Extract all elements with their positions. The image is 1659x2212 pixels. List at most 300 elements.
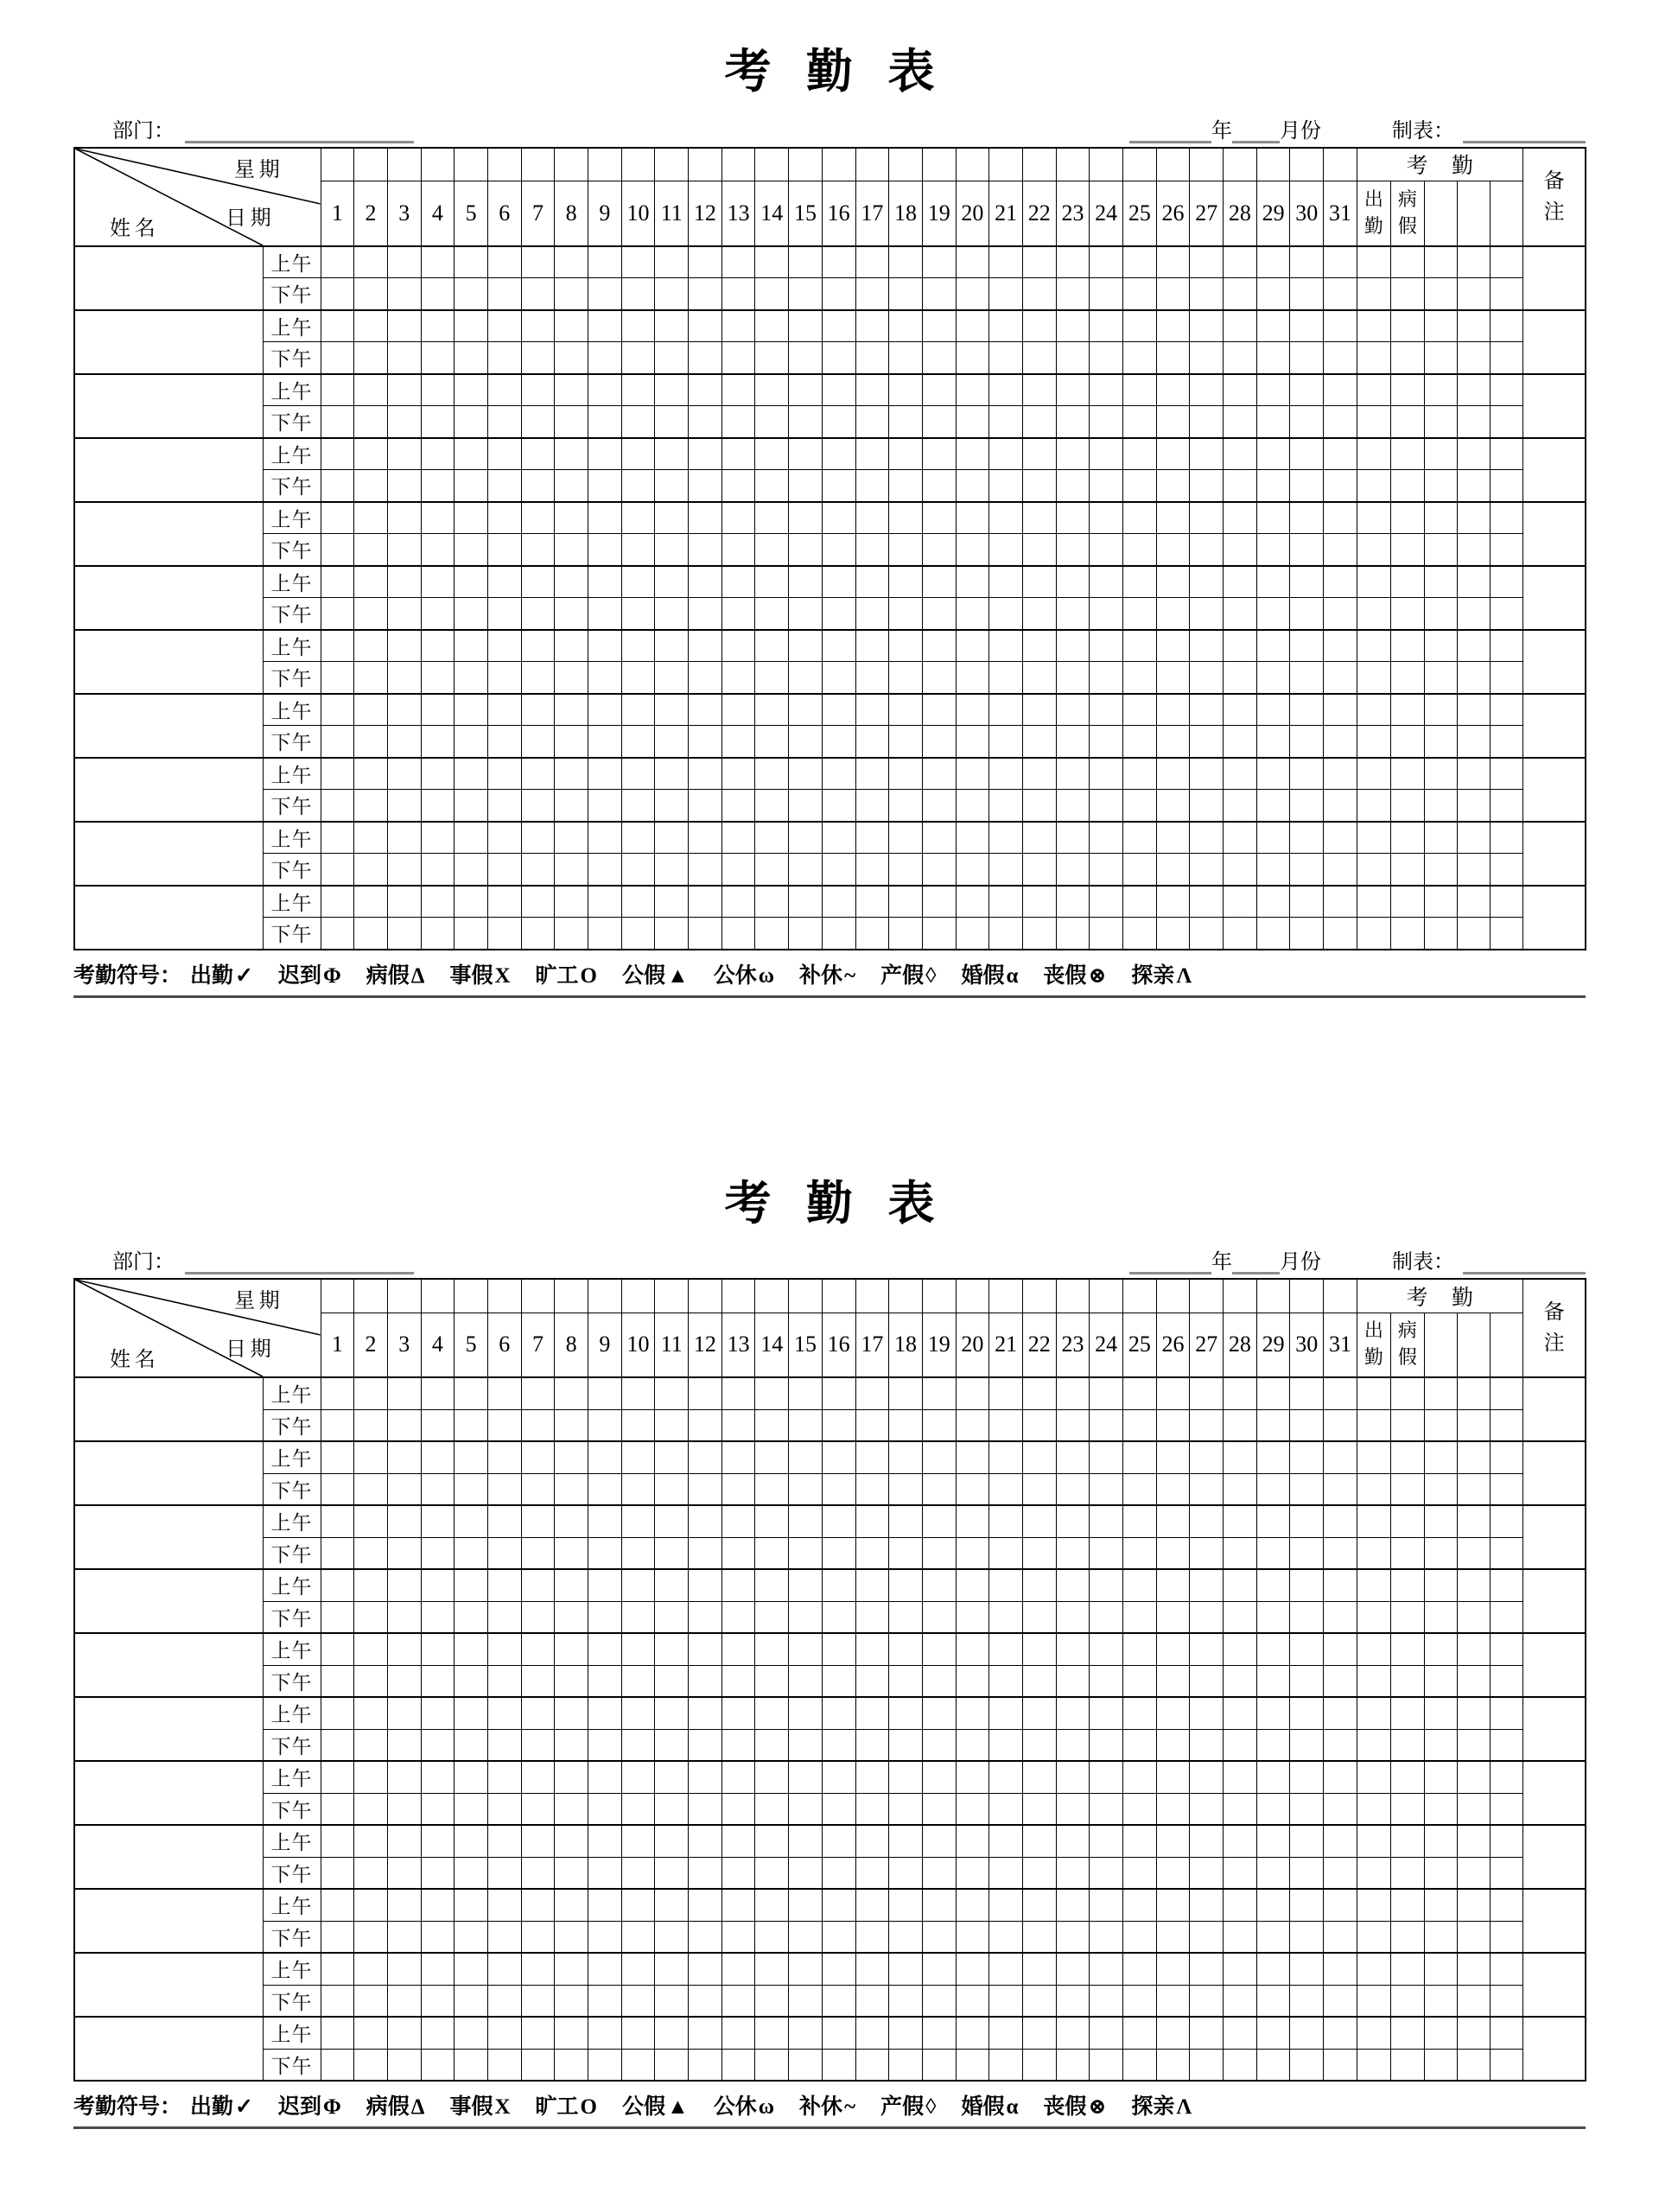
week-day-cell[interactable] [621,1279,655,1313]
attendance-mark-cell[interactable] [956,1537,989,1569]
attendance-mark-cell[interactable] [1190,1601,1224,1633]
attendance-mark-cell[interactable] [1224,1825,1257,1857]
attendance-mark-cell[interactable] [1256,886,1290,918]
attendance-mark-cell[interactable] [521,1569,555,1601]
employee-name-cell[interactable] [74,758,263,822]
attendance-mark-cell[interactable] [1056,1537,1090,1569]
attendance-mark-cell[interactable] [555,1825,588,1857]
attendance-mark-cell[interactable] [387,1377,421,1409]
attendance-mark-cell[interactable] [1123,1793,1157,1825]
attendance-mark-cell[interactable] [588,1473,622,1505]
attendance-mark-cell[interactable] [588,1409,622,1441]
attendance-mark-cell[interactable] [1324,310,1357,342]
attendance-mark-cell[interactable] [721,1953,755,1985]
attendance-mark-cell[interactable] [956,630,989,662]
attendance-mark-cell[interactable] [1224,1505,1257,1537]
attendance-mark-cell[interactable] [1056,1505,1090,1537]
attendance-mark-cell[interactable] [321,2017,354,2049]
attendance-mark-cell[interactable] [655,1793,689,1825]
attendance-mark-cell[interactable] [354,598,388,630]
attendance-mark-cell[interactable] [989,1409,1023,1441]
attendance-mark-cell[interactable] [989,662,1023,694]
attendance-mark-cell[interactable] [454,598,488,630]
attendance-mark-cell[interactable] [1056,1473,1090,1505]
attendance-mark-cell[interactable] [1224,406,1257,438]
attendance-mark-cell[interactable] [621,438,655,470]
attendance-mark-cell[interactable] [354,310,388,342]
attendance-mark-cell[interactable] [1156,1697,1190,1729]
attendance-mark-cell[interactable] [1022,438,1056,470]
attendance-mark-cell[interactable] [1224,758,1257,790]
attendance-mark-cell[interactable] [387,1505,421,1537]
attendance-mark-cell[interactable] [755,566,789,598]
attendance-mark-cell[interactable] [1022,406,1056,438]
attendance-mark-cell[interactable] [855,630,889,662]
attendance-mark-cell[interactable] [855,1921,889,1953]
attendance-mark-cell[interactable] [922,406,956,438]
attendance-mark-cell[interactable] [1290,1857,1324,1889]
attendance-mark-cell[interactable] [1022,374,1056,406]
attendance-mark-cell[interactable] [956,566,989,598]
summary-cell[interactable] [1424,1537,1457,1569]
attendance-mark-cell[interactable] [521,1377,555,1409]
attendance-mark-cell[interactable] [387,1793,421,1825]
employee-name-cell[interactable] [74,886,263,950]
attendance-mark-cell[interactable] [454,342,488,374]
attendance-mark-cell[interactable] [922,598,956,630]
week-day-cell[interactable] [321,148,354,181]
attendance-mark-cell[interactable] [789,406,823,438]
attendance-mark-cell[interactable] [1123,630,1157,662]
attendance-mark-cell[interactable] [321,1697,354,1729]
attendance-mark-cell[interactable] [521,1409,555,1441]
attendance-mark-cell[interactable] [454,1761,488,1793]
attendance-mark-cell[interactable] [655,758,689,790]
attendance-mark-cell[interactable] [487,790,521,822]
attendance-mark-cell[interactable] [1190,406,1224,438]
attendance-mark-cell[interactable] [354,854,388,886]
attendance-mark-cell[interactable] [321,1953,354,1985]
attendance-mark-cell[interactable] [555,1889,588,1921]
attendance-mark-cell[interactable] [1324,246,1357,278]
attendance-mark-cell[interactable] [1022,662,1056,694]
attendance-mark-cell[interactable] [1324,854,1357,886]
attendance-mark-cell[interactable] [855,1569,889,1601]
attendance-mark-cell[interactable] [1056,1409,1090,1441]
attendance-mark-cell[interactable] [1290,758,1324,790]
attendance-mark-cell[interactable] [1156,1569,1190,1601]
attendance-mark-cell[interactable] [822,1857,855,1889]
attendance-mark-cell[interactable] [321,630,354,662]
attendance-mark-cell[interactable] [721,2017,755,2049]
attendance-mark-cell[interactable] [1056,854,1090,886]
summary-cell[interactable] [1490,1441,1522,1473]
attendance-mark-cell[interactable] [588,1921,622,1953]
summary-cell[interactable] [1424,502,1457,534]
attendance-mark-cell[interactable] [689,2049,722,2081]
attendance-mark-cell[interactable] [755,342,789,374]
attendance-mark-cell[interactable] [555,1633,588,1665]
attendance-mark-cell[interactable] [789,1569,823,1601]
attendance-mark-cell[interactable] [1156,1889,1190,1921]
attendance-mark-cell[interactable] [521,1825,555,1857]
attendance-mark-cell[interactable] [1256,1793,1290,1825]
attendance-mark-cell[interactable] [889,790,923,822]
attendance-mark-cell[interactable] [454,1409,488,1441]
attendance-mark-cell[interactable] [789,1825,823,1857]
attendance-mark-cell[interactable] [989,758,1023,790]
attendance-mark-cell[interactable] [387,886,421,918]
attendance-mark-cell[interactable] [1156,1985,1190,2017]
attendance-mark-cell[interactable] [588,566,622,598]
attendance-mark-cell[interactable] [789,1697,823,1729]
summary-cell[interactable] [1357,278,1390,310]
summary-cell[interactable] [1457,502,1490,534]
attendance-mark-cell[interactable] [354,822,388,854]
attendance-mark-cell[interactable] [387,918,421,950]
attendance-mark-cell[interactable] [989,342,1023,374]
attendance-mark-cell[interactable] [421,854,454,886]
attendance-mark-cell[interactable] [1090,1537,1123,1569]
week-day-cell[interactable] [421,148,454,181]
attendance-mark-cell[interactable] [521,2017,555,2049]
summary-cell[interactable] [1357,502,1390,534]
attendance-mark-cell[interactable] [1022,1825,1056,1857]
attendance-mark-cell[interactable] [1256,758,1290,790]
attendance-mark-cell[interactable] [855,566,889,598]
attendance-mark-cell[interactable] [421,470,454,502]
week-day-cell[interactable] [1224,1279,1257,1313]
summary-cell[interactable] [1390,1601,1424,1633]
attendance-mark-cell[interactable] [1022,1633,1056,1665]
attendance-mark-cell[interactable] [1090,1761,1123,1793]
attendance-mark-cell[interactable] [889,758,923,790]
attendance-mark-cell[interactable] [555,662,588,694]
summary-cell[interactable] [1357,598,1390,630]
attendance-mark-cell[interactable] [689,1441,722,1473]
attendance-mark-cell[interactable] [321,1633,354,1665]
attendance-mark-cell[interactable] [689,1409,722,1441]
attendance-mark-cell[interactable] [755,854,789,886]
attendance-mark-cell[interactable] [989,790,1023,822]
attendance-mark-cell[interactable] [822,534,855,566]
attendance-mark-cell[interactable] [721,1633,755,1665]
employee-name-cell[interactable] [74,1889,263,1953]
attendance-mark-cell[interactable] [621,310,655,342]
attendance-mark-cell[interactable] [822,1953,855,1985]
attendance-mark-cell[interactable] [421,790,454,822]
attendance-mark-cell[interactable] [1156,1825,1190,1857]
attendance-mark-cell[interactable] [487,374,521,406]
attendance-mark-cell[interactable] [822,598,855,630]
summary-cell[interactable] [1390,566,1424,598]
attendance-mark-cell[interactable] [354,470,388,502]
week-day-cell[interactable] [789,148,823,181]
week-day-cell[interactable] [1224,148,1257,181]
attendance-mark-cell[interactable] [755,1953,789,1985]
attendance-mark-cell[interactable] [1022,1729,1056,1761]
attendance-mark-cell[interactable] [588,822,622,854]
attendance-mark-cell[interactable] [1290,1409,1324,1441]
attendance-mark-cell[interactable] [1156,438,1190,470]
summary-cell[interactable] [1424,438,1457,470]
attendance-mark-cell[interactable] [721,1793,755,1825]
attendance-mark-cell[interactable] [1090,1601,1123,1633]
attendance-mark-cell[interactable] [889,246,923,278]
summary-cell[interactable] [1357,662,1390,694]
attendance-mark-cell[interactable] [621,822,655,854]
attendance-mark-cell[interactable] [588,694,622,726]
summary-cell[interactable] [1390,1633,1424,1665]
attendance-mark-cell[interactable] [689,438,722,470]
attendance-mark-cell[interactable] [555,246,588,278]
attendance-mark-cell[interactable] [655,470,689,502]
attendance-mark-cell[interactable] [789,566,823,598]
summary-cell[interactable] [1457,470,1490,502]
attendance-mark-cell[interactable] [1123,502,1157,534]
summary-cell[interactable] [1357,566,1390,598]
attendance-mark-cell[interactable] [354,1377,388,1409]
attendance-mark-cell[interactable] [1256,1505,1290,1537]
attendance-mark-cell[interactable] [1256,1857,1290,1889]
attendance-mark-cell[interactable] [1224,310,1257,342]
attendance-mark-cell[interactable] [387,694,421,726]
attendance-mark-cell[interactable] [387,1473,421,1505]
attendance-mark-cell[interactable] [655,1889,689,1921]
attendance-mark-cell[interactable] [1190,438,1224,470]
attendance-mark-cell[interactable] [789,1441,823,1473]
summary-cell[interactable] [1390,2017,1424,2049]
attendance-mark-cell[interactable] [321,2049,354,2081]
attendance-mark-cell[interactable] [387,662,421,694]
attendance-mark-cell[interactable] [521,342,555,374]
attendance-mark-cell[interactable] [956,790,989,822]
month-input-line[interactable] [1232,1252,1280,1274]
attendance-mark-cell[interactable] [721,822,755,854]
week-day-cell[interactable] [621,148,655,181]
summary-cell[interactable] [1490,1793,1522,1825]
attendance-mark-cell[interactable] [1224,1409,1257,1441]
attendance-mark-cell[interactable] [555,1921,588,1953]
attendance-mark-cell[interactable] [989,374,1023,406]
attendance-mark-cell[interactable] [1190,598,1224,630]
attendance-mark-cell[interactable] [721,694,755,726]
attendance-mark-cell[interactable] [521,1889,555,1921]
attendance-mark-cell[interactable] [655,1377,689,1409]
attendance-mark-cell[interactable] [989,598,1023,630]
summary-cell[interactable] [1390,2049,1424,2081]
attendance-mark-cell[interactable] [689,1505,722,1537]
remark-cell[interactable] [1522,566,1586,630]
summary-cell[interactable] [1424,1601,1457,1633]
employee-name-cell[interactable] [74,694,263,758]
attendance-mark-cell[interactable] [855,1825,889,1857]
summary-cell[interactable] [1424,918,1457,950]
attendance-mark-cell[interactable] [889,1953,923,1985]
attendance-mark-cell[interactable] [354,1537,388,1569]
attendance-mark-cell[interactable] [454,1953,488,1985]
attendance-mark-cell[interactable] [454,1377,488,1409]
attendance-mark-cell[interactable] [454,278,488,310]
attendance-mark-cell[interactable] [855,470,889,502]
attendance-mark-cell[interactable] [922,1665,956,1697]
attendance-mark-cell[interactable] [487,694,521,726]
week-day-cell[interactable] [855,1279,889,1313]
attendance-mark-cell[interactable] [521,886,555,918]
attendance-mark-cell[interactable] [822,1665,855,1697]
summary-cell[interactable] [1424,246,1457,278]
attendance-mark-cell[interactable] [1324,1889,1357,1921]
attendance-mark-cell[interactable] [1190,1889,1224,1921]
attendance-mark-cell[interactable] [555,1409,588,1441]
attendance-mark-cell[interactable] [1056,1601,1090,1633]
attendance-mark-cell[interactable] [789,1921,823,1953]
attendance-mark-cell[interactable] [588,1665,622,1697]
attendance-mark-cell[interactable] [354,726,388,758]
attendance-mark-cell[interactable] [1324,278,1357,310]
attendance-mark-cell[interactable] [555,278,588,310]
attendance-mark-cell[interactable] [1123,1761,1157,1793]
attendance-mark-cell[interactable] [655,374,689,406]
attendance-mark-cell[interactable] [521,790,555,822]
employee-name-cell[interactable] [74,1377,263,1441]
attendance-mark-cell[interactable] [889,1377,923,1409]
attendance-mark-cell[interactable] [655,886,689,918]
attendance-mark-cell[interactable] [1290,1569,1324,1601]
attendance-mark-cell[interactable] [487,1857,521,1889]
remark-cell[interactable] [1522,1441,1586,1505]
attendance-mark-cell[interactable] [555,470,588,502]
attendance-mark-cell[interactable] [956,310,989,342]
attendance-mark-cell[interactable] [1022,278,1056,310]
attendance-mark-cell[interactable] [922,790,956,822]
attendance-mark-cell[interactable] [621,1665,655,1697]
attendance-mark-cell[interactable] [487,1665,521,1697]
attendance-mark-cell[interactable] [1022,1921,1056,1953]
summary-cell[interactable] [1457,406,1490,438]
attendance-mark-cell[interactable] [889,1697,923,1729]
attendance-mark-cell[interactable] [1056,662,1090,694]
attendance-mark-cell[interactable] [1156,598,1190,630]
summary-cell[interactable] [1390,278,1424,310]
attendance-mark-cell[interactable] [1123,278,1157,310]
attendance-mark-cell[interactable] [1224,2049,1257,2081]
summary-cell[interactable] [1390,758,1424,790]
attendance-mark-cell[interactable] [689,1665,722,1697]
attendance-mark-cell[interactable] [1123,566,1157,598]
employee-name-cell[interactable] [74,1761,263,1825]
summary-cell[interactable] [1490,2017,1522,2049]
attendance-mark-cell[interactable] [1256,1441,1290,1473]
remark-cell[interactable] [1522,1377,1586,1441]
summary-cell[interactable] [1490,918,1522,950]
summary-cell[interactable] [1424,470,1457,502]
attendance-mark-cell[interactable] [621,374,655,406]
attendance-mark-cell[interactable] [721,1441,755,1473]
summary-cell[interactable] [1490,1953,1522,1985]
attendance-mark-cell[interactable] [1022,566,1056,598]
attendance-mark-cell[interactable] [956,1985,989,2017]
attendance-mark-cell[interactable] [1156,246,1190,278]
attendance-mark-cell[interactable] [387,1441,421,1473]
attendance-mark-cell[interactable] [555,438,588,470]
attendance-mark-cell[interactable] [521,310,555,342]
attendance-mark-cell[interactable] [721,662,755,694]
attendance-mark-cell[interactable] [789,790,823,822]
attendance-mark-cell[interactable] [1290,1793,1324,1825]
summary-cell[interactable] [1424,1761,1457,1793]
attendance-mark-cell[interactable] [956,246,989,278]
attendance-mark-cell[interactable] [1190,886,1224,918]
attendance-mark-cell[interactable] [487,2049,521,2081]
summary-cell[interactable] [1490,438,1522,470]
attendance-mark-cell[interactable] [922,918,956,950]
attendance-mark-cell[interactable] [487,246,521,278]
attendance-mark-cell[interactable] [1090,438,1123,470]
attendance-mark-cell[interactable] [387,822,421,854]
remark-cell[interactable] [1522,694,1586,758]
employee-name-cell[interactable] [74,374,263,438]
attendance-mark-cell[interactable] [822,790,855,822]
attendance-mark-cell[interactable] [789,822,823,854]
attendance-mark-cell[interactable] [1056,502,1090,534]
attendance-mark-cell[interactable] [689,278,722,310]
employee-name-cell[interactable] [74,1569,263,1633]
attendance-mark-cell[interactable] [1022,246,1056,278]
attendance-mark-cell[interactable] [588,502,622,534]
attendance-mark-cell[interactable] [354,1409,388,1441]
attendance-mark-cell[interactable] [789,2017,823,2049]
attendance-mark-cell[interactable] [1156,2049,1190,2081]
attendance-mark-cell[interactable] [956,1825,989,1857]
summary-cell[interactable] [1424,630,1457,662]
employee-name-cell[interactable] [74,438,263,502]
week-day-cell[interactable] [822,148,855,181]
attendance-mark-cell[interactable] [588,918,622,950]
attendance-mark-cell[interactable] [822,1505,855,1537]
attendance-mark-cell[interactable] [1156,406,1190,438]
attendance-mark-cell[interactable] [1090,854,1123,886]
summary-cell[interactable] [1424,1921,1457,1953]
attendance-mark-cell[interactable] [922,438,956,470]
attendance-mark-cell[interactable] [689,534,722,566]
attendance-mark-cell[interactable] [822,1473,855,1505]
attendance-mark-cell[interactable] [487,1473,521,1505]
attendance-mark-cell[interactable] [1022,758,1056,790]
summary-cell[interactable] [1457,598,1490,630]
attendance-mark-cell[interactable] [1324,1377,1357,1409]
attendance-mark-cell[interactable] [354,566,388,598]
attendance-mark-cell[interactable] [956,1921,989,1953]
week-day-cell[interactable] [721,148,755,181]
attendance-mark-cell[interactable] [721,918,755,950]
attendance-mark-cell[interactable] [689,1761,722,1793]
attendance-mark-cell[interactable] [621,1377,655,1409]
attendance-mark-cell[interactable] [621,502,655,534]
attendance-mark-cell[interactable] [1156,694,1190,726]
attendance-mark-cell[interactable] [1022,918,1056,950]
attendance-mark-cell[interactable] [655,790,689,822]
summary-cell[interactable] [1490,1729,1522,1761]
attendance-mark-cell[interactable] [689,1793,722,1825]
attendance-mark-cell[interactable] [387,470,421,502]
attendance-mark-cell[interactable] [689,502,722,534]
attendance-mark-cell[interactable] [321,1569,354,1601]
attendance-mark-cell[interactable] [1056,438,1090,470]
summary-cell[interactable] [1457,278,1490,310]
attendance-mark-cell[interactable] [655,630,689,662]
attendance-mark-cell[interactable] [956,822,989,854]
